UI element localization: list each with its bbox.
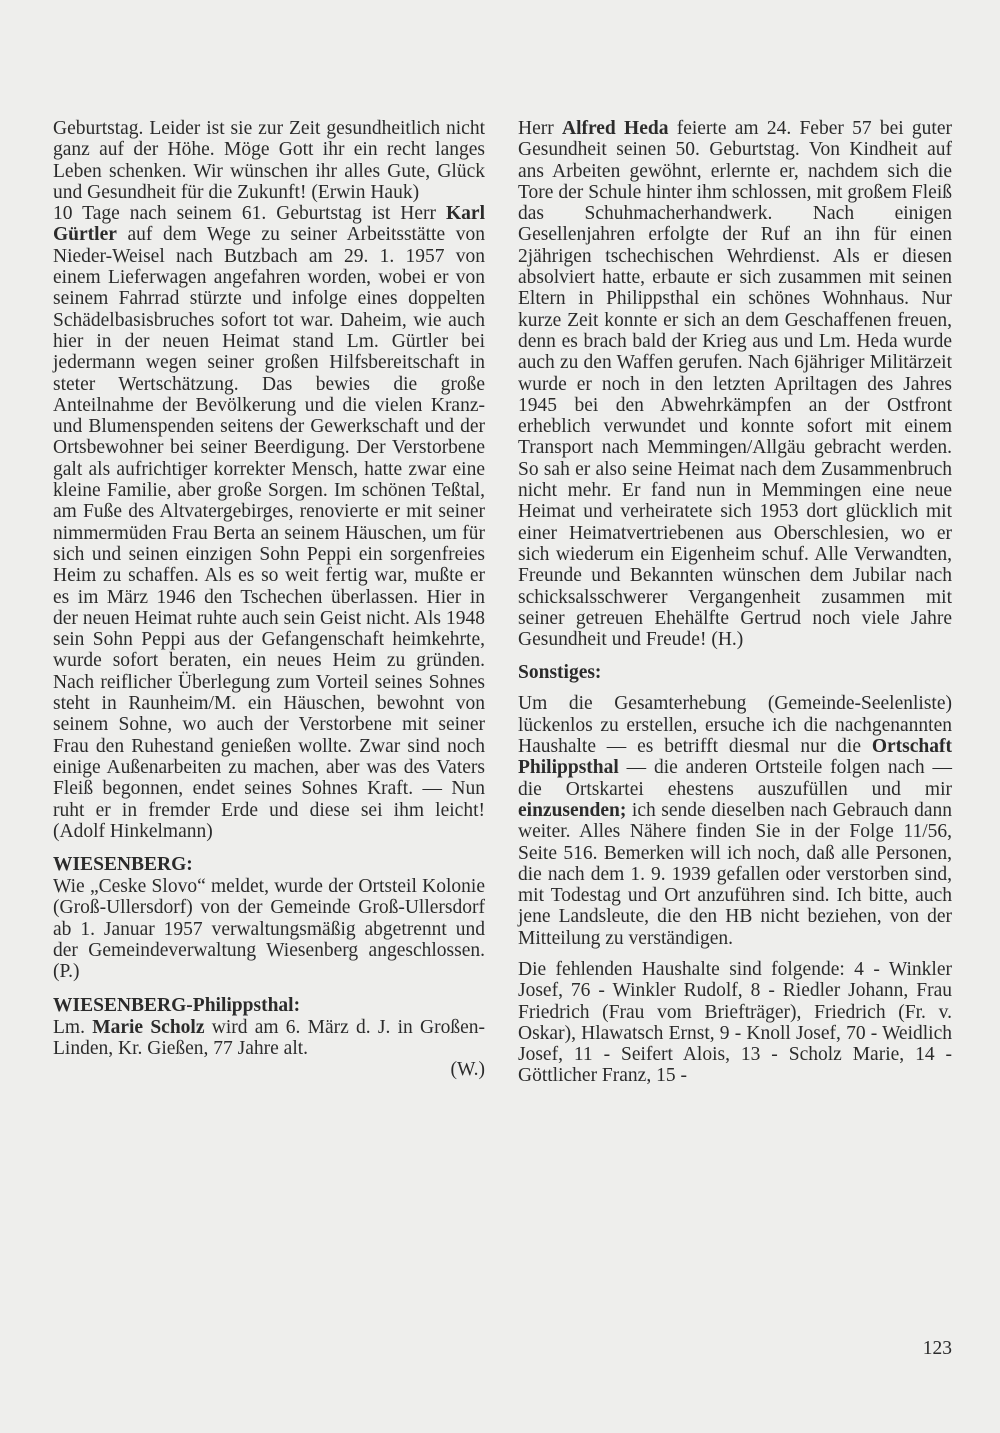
left-column — [53, 118, 485, 1080]
intro-paragraph: Geburtstag. Leider ist sie zur Zeit gesundheitlich nicht ganz auf der Höhe. Möge Gott ihr ein recht langes Leben schenken. Wir wünschen ihr alles Gute, Glück und Gesundheit für die Zukunft! (Erwin Hauk) — [53, 118, 485, 203]
guertler-obituary: 10 Tage nach seinem 61. Geburtstag ist Herr Karl Gürtler auf dem Wege zu seiner Arbeitsstätte von Nieder-Weisel nach Butzbach am 29. 1. 1957 von einem Lieferwagen angefahren worden, wobei er von seinem Fahrrad stürzte und infolge eines doppelten Schädelbasisbruches sofort tot war. Daheim, wie auch hier in der neuen Heimat stand Lm. Gürtler bei jedermann wegen seiner großen Hilfsbereitschaft in steter Wertschätzung. Das bewies die große Anteilnahme der Bevölkerung und die vielen Kranz- und Blumenspenden seitens der Gewerkschaft und der Ortsbewohner bei seiner Beerdigung. Der Verstorbene galt als aufrichtiger korrekter Mensch, hatte zwar eine kleine Familie, aber große Sorgen. Im schönen Teßtal, am Fuße des Altvatergebirges, renovierte er mit seiner nimmermüden Frau Berta an seinem Häuschen, um für sich und seinen einzigen Sohn Peppi ein sorgenfreies Heim zu schaffen. Als es so weit fertig war, mußte er es im März 1946 den Tschechen überlassen. Hier in der neuen Heimat ruhte auch sein Geist nicht. Als 1948 sein Sohn Peppi aus der Gefangenschaft heimkehrte, wurde sofort beraten, ein neues Heim zu gründen. Nach reiflicher Überlegung zum Vorteil seines Sohnes steht in Raunheim/M. ein Häuschen, bewohnt von seinem Sohne, wo auch der Verstorbene mit seiner Frau den Ruhestand genießen wollte. Zwar sind noch einige Außenarbeiten zu machen, aber was des Vaters Fleiß begonnen, endet seines Sohnes Kraft. — Nun ruht er in fremder Erde und diese sei ihm leicht! (Adolf Hinkelmann) — [53, 203, 485, 842]
sonstiges-heading: Sonstiges: — [518, 662, 602, 684]
guertler-name: Karl Gürtler — [53, 203, 485, 246]
wiesenberg-philippsthal-heading: WIESENBERG-Philippsthal: — [53, 994, 301, 1016]
households-paragraph: Die fehlenden Haushalte sind folgende: 4 - Winkler Josef, 76 - Winkler Rudolf, 8 - Riedler Johann, Frau Friedrich (Frau vom Briefträger), Friedrich (Fr. v. Oskar), Hlawatsch Ernst, 9 - Knoll Josef, 70 - Weidlich Josef, 11 - Seifert Alois, 13 - Scholz Marie, 14 - Göttlicher Franz, 15 - — [518, 958, 952, 1087]
einzusenden-bold: einzusenden; — [518, 799, 627, 821]
right-column — [518, 118, 952, 1087]
sonstiges-paragraph: Um die Gesamterhebung (Gemeinde-Seelenliste) lückenlos zu erstellen, ersuche ich die nachgenannten Haushalte — es betrifft diesmal nur die Ortschaft Philippsthal — die anderen Ortsteile folgen nach — die Ortskartei ehestens auszufüllen und mir einzusenden; ich sende dieselben nach Gebrauch dann weiter. Alles Nähere finden Sie in der Folge 11/56, Seite 516. Bemerken will ich noch, daß alle Personen, die nach dem 1. 9. 1939 gefallen oder verstorben sind, mit Todestag und Ort anzuführen sind. Ich bitte, auch jene Landsleute, die den HB nicht beziehen, von der Mitteilung zu verständigen. — [518, 693, 952, 949]
heda-name: Alfred Heda — [561, 118, 669, 139]
heda-paragraph: Herr Alfred Heda feierte am 24. Feber 57 bei guter Gesundheit seinen 50. Geburtstag. Von Kindheit auf ans Arbeiten gewöhnt, erlernte er, nachdem sich die Tore der Schule hinter ihm schlossen, mit großem Fleiß das Schuhmacherhandwerk. Nach einigen Gesellenjahren erfolgte der Ruf an ihn für einen 2jährigen tschechischen Wehrdienst. Als er diesen absolviert hatte, erbaute er sich zusammen mit seinen Eltern in Philippsthal ein schönes Wohnhaus. Nur kurze Zeit konnte er sich an dem Geschaffenen freuen, denn es brach bald der Krieg aus und Lm. Heda wurde auch zu den Waffen gerufen. Nach 6jähriger Militärzeit wurde er noch in den letzten Apriltagen des Jahres 1945 bei den Abwehrkämpfen an der Ostfront erheblich verwundet und konnte sofort mit einem Transport nach Memmingen/Allgäu gebracht werden. So sah er also seine Heimat nach dem Zusammenbruch nicht mehr. Er fand nun in Memmingen eine neue Heimat und verheiratete sich 1953 dort glücklich mit einer Heimatvertriebenen aus Oberschlesien, wo er sich wiederum ein Eigenheim schuf. Alle Verwandten, Freunde und Bekannten wünschen dem Jubilar nach schicksalsschwerer Vergangenheit zusammen mit seiner getreuen Ehehälfte Gertrud noch viele Jahre Gesundheit und Freude! (H.) — [518, 118, 952, 651]
page-number: 123 — [922, 1338, 952, 1359]
scholz-signature: (W.) — [450, 1059, 485, 1081]
ortschaft-bold: Ortschaft Philippsthal — [518, 736, 952, 779]
wiesenberg-heading: WIESENBERG: — [53, 854, 193, 876]
scholz-paragraph: Lm. Marie Scholz wird am 6. März d. J. in Großen-Linden, Kr. Gießen, 77 Jahre alt. (W.) — [53, 1016, 485, 1081]
wiesenberg-paragraph: Wie „Ceske Slovo“ meldet, wurde der Ortsteil Kolonie (Groß-Ullersdorf) von der Gemeinde Groß-Ullersdorf ab 1. Januar 1957 verwaltungsmäßig abgetrennt und der Gemeindeverwaltung Wiesenberg angeschlossen. (P.) — [53, 876, 485, 983]
scholz-name: Marie Scholz — [92, 1016, 205, 1038]
